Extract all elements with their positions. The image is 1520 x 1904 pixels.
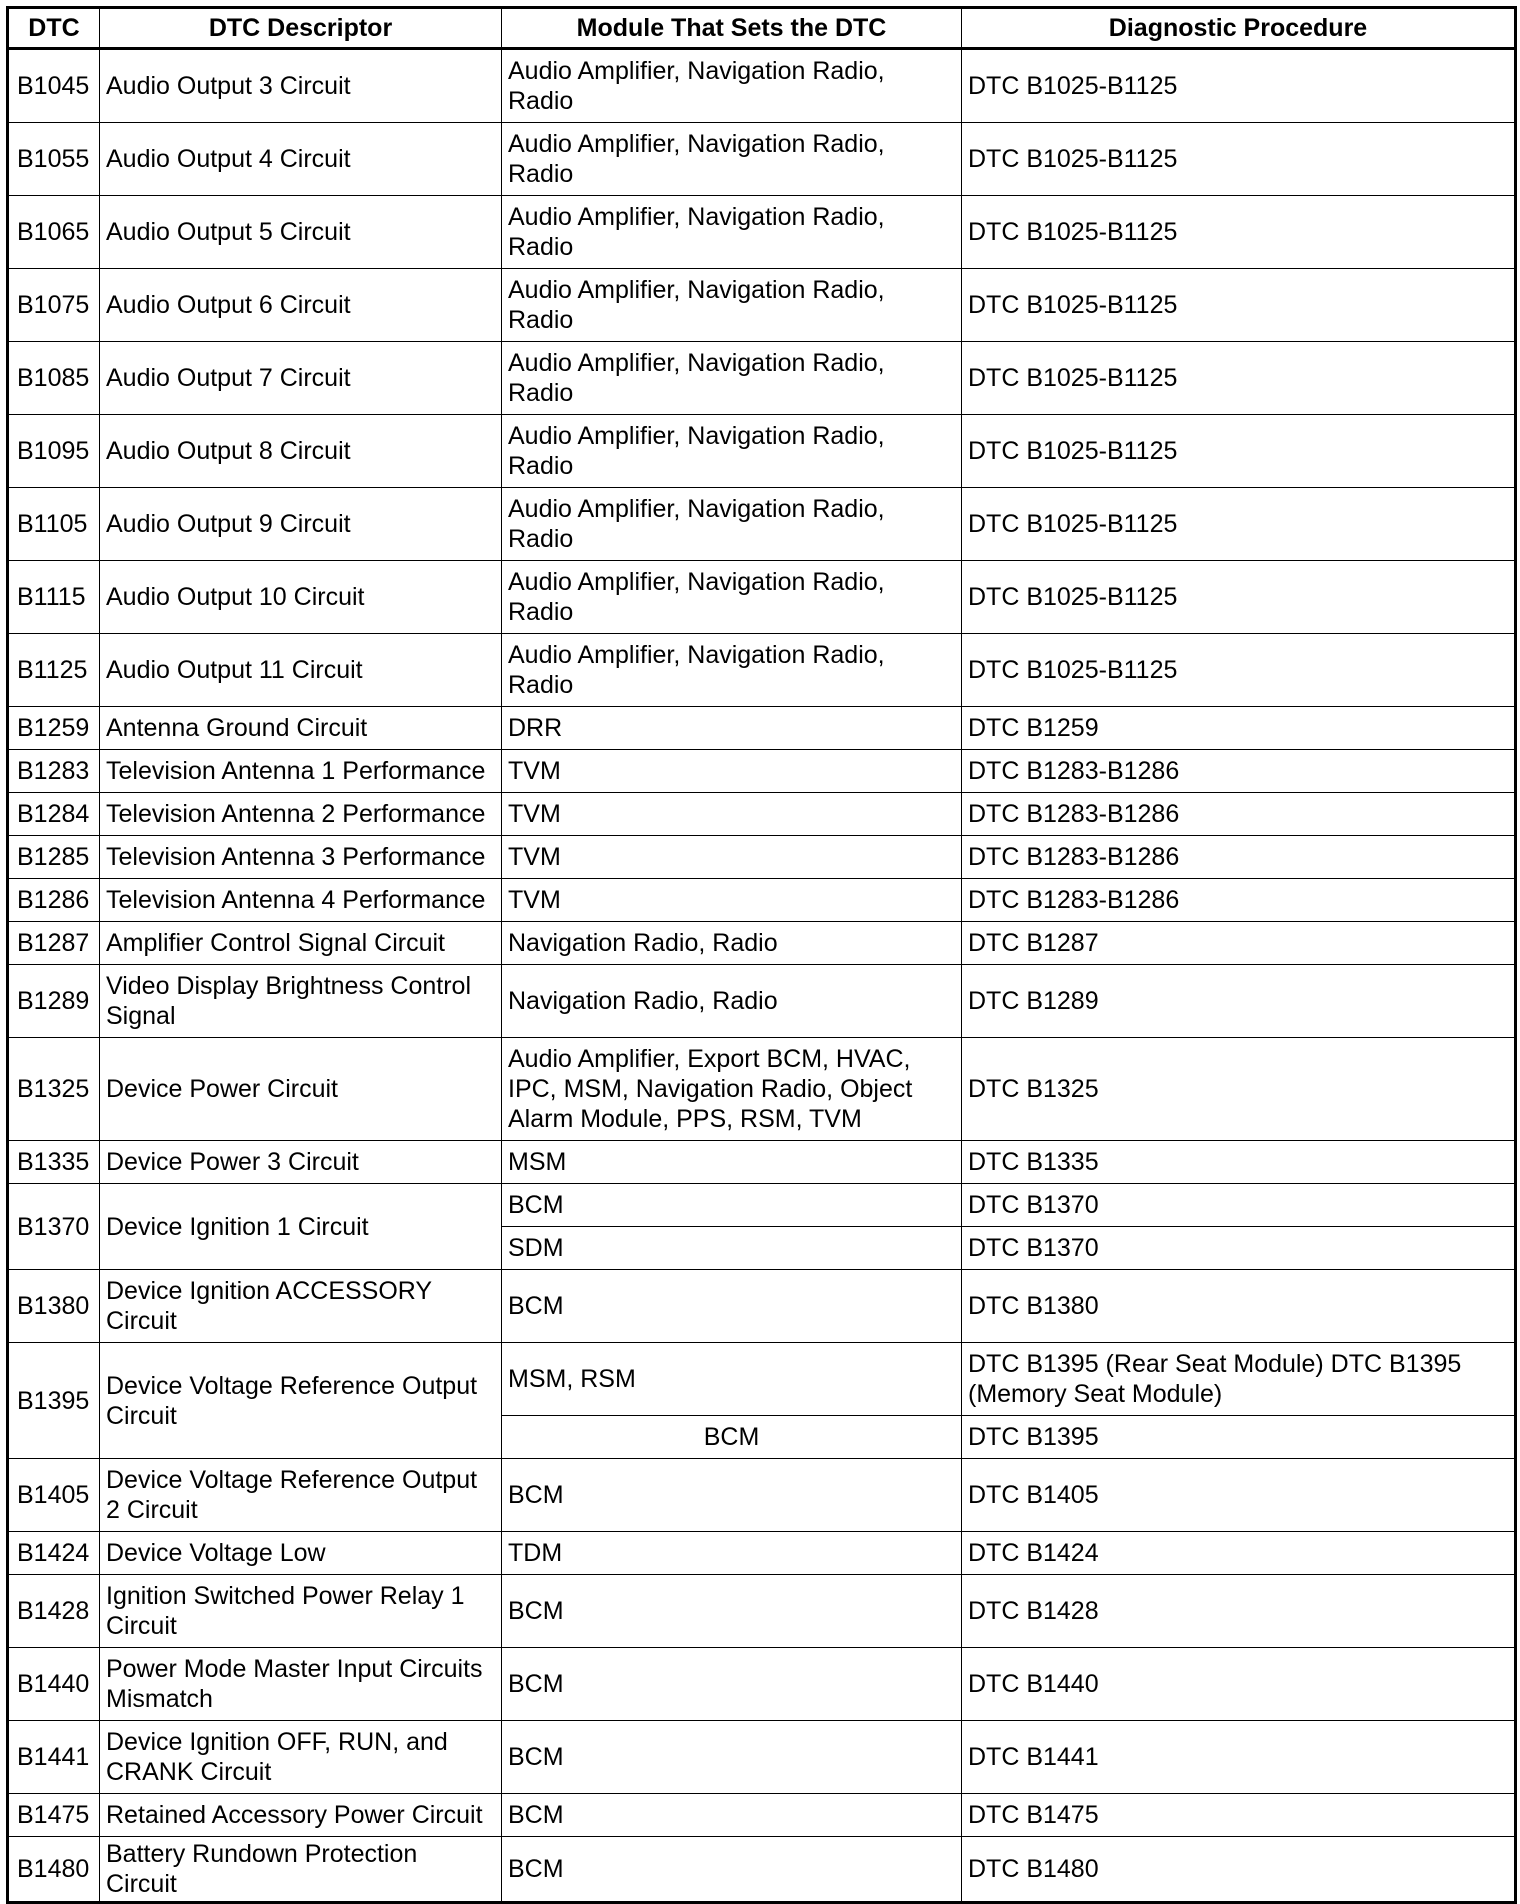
procedure-cell: DTC B1370 xyxy=(962,1184,1516,1227)
table-row xyxy=(8,879,1516,922)
dtc-code-cell: B1105 xyxy=(8,488,100,561)
dtc-descriptor-cell: Device Ignition OFF, RUN, and CRANK Circuit xyxy=(100,1721,502,1794)
dtc-table xyxy=(6,6,1517,1904)
header-descriptor: DTC Descriptor xyxy=(100,8,502,49)
dtc-descriptor-cell: Power Mode Master Input Circuits Mismatch xyxy=(100,1648,502,1721)
dtc-descriptor-cell: Audio Output 5 Circuit xyxy=(100,196,502,269)
dtc-descriptor-cell: Device Ignition 1 Circuit xyxy=(100,1184,502,1270)
table-row xyxy=(8,415,1516,488)
table-row xyxy=(8,1459,1516,1532)
dtc-code-cell: B1428 xyxy=(8,1575,100,1648)
dtc-code-cell: B1085 xyxy=(8,342,100,415)
dtc-code-cell: B1259 xyxy=(8,707,100,750)
procedure-cell: DTC B1025-B1125 xyxy=(962,342,1516,415)
dtc-code-cell: B1115 xyxy=(8,561,100,634)
procedure-cell: DTC B1025-B1125 xyxy=(962,415,1516,488)
module-cell: Navigation Radio, Radio xyxy=(502,922,962,965)
dtc-code-cell: B1285 xyxy=(8,836,100,879)
module-cell: TVM xyxy=(502,836,962,879)
dtc-descriptor-cell: Audio Output 3 Circuit xyxy=(100,49,502,123)
procedure-cell: DTC B1259 xyxy=(962,707,1516,750)
table-row xyxy=(8,1837,1516,1903)
module-cell: BCM xyxy=(502,1575,962,1648)
dtc-code-cell: B1335 xyxy=(8,1141,100,1184)
dtc-code-cell: B1283 xyxy=(8,750,100,793)
procedure-cell: DTC B1287 xyxy=(962,922,1516,965)
dtc-descriptor-cell: Ignition Switched Power Relay 1 Circuit xyxy=(100,1575,502,1648)
module-cell: Audio Amplifier, Navigation Radio, Radio xyxy=(502,342,962,415)
table-row xyxy=(8,965,1516,1038)
dtc-descriptor-cell: Amplifier Control Signal Circuit xyxy=(100,922,502,965)
table-row xyxy=(8,1270,1516,1343)
dtc-code-cell: B1441 xyxy=(8,1721,100,1794)
procedure-cell: DTC B1395 xyxy=(962,1416,1516,1459)
dtc-descriptor-cell: Audio Output 9 Circuit xyxy=(100,488,502,561)
procedure-cell: DTC B1283-B1286 xyxy=(962,836,1516,879)
module-cell: TVM xyxy=(502,793,962,836)
module-cell: Audio Amplifier, Navigation Radio, Radio xyxy=(502,488,962,561)
procedure-cell: DTC B1475 xyxy=(962,1794,1516,1837)
table-row xyxy=(8,1038,1516,1141)
table-row xyxy=(8,793,1516,836)
dtc-descriptor-cell: Antenna Ground Circuit xyxy=(100,707,502,750)
dtc-code-cell: B1424 xyxy=(8,1532,100,1575)
dtc-descriptor-cell: Device Voltage Reference Output Circuit xyxy=(100,1343,502,1459)
module-cell: MSM, RSM xyxy=(502,1343,962,1416)
dtc-descriptor-cell: Device Voltage Low xyxy=(100,1532,502,1575)
table-header-row xyxy=(8,8,1516,49)
table-row xyxy=(8,196,1516,269)
header-procedure: Diagnostic Procedure xyxy=(962,8,1516,49)
dtc-code-cell: B1065 xyxy=(8,196,100,269)
dtc-descriptor-cell: Audio Output 7 Circuit xyxy=(100,342,502,415)
procedure-cell: DTC B1428 xyxy=(962,1575,1516,1648)
module-cell: TVM xyxy=(502,750,962,793)
dtc-descriptor-cell: Battery Rundown Protection Circuit xyxy=(100,1837,502,1903)
module-cell: SDM xyxy=(502,1227,962,1270)
dtc-code-cell: B1095 xyxy=(8,415,100,488)
procedure-cell: DTC B1335 xyxy=(962,1141,1516,1184)
dtc-code-cell: B1289 xyxy=(8,965,100,1038)
table-row xyxy=(8,922,1516,965)
dtc-descriptor-cell: Television Antenna 1 Performance xyxy=(100,750,502,793)
procedure-cell: DTC B1395 (Rear Seat Module) DTC B1395 (Memory Seat Module) xyxy=(962,1343,1516,1416)
procedure-cell: DTC B1025-B1125 xyxy=(962,634,1516,707)
procedure-cell: DTC B1025-B1125 xyxy=(962,488,1516,561)
procedure-cell: DTC B1325 xyxy=(962,1038,1516,1141)
dtc-code-cell: B1055 xyxy=(8,123,100,196)
procedure-cell: DTC B1480 xyxy=(962,1837,1516,1903)
procedure-cell: DTC B1283-B1286 xyxy=(962,793,1516,836)
dtc-descriptor-cell: Audio Output 8 Circuit xyxy=(100,415,502,488)
table-row xyxy=(8,123,1516,196)
procedure-cell: DTC B1025-B1125 xyxy=(962,196,1516,269)
dtc-code-cell: B1075 xyxy=(8,269,100,342)
procedure-cell: DTC B1025-B1125 xyxy=(962,123,1516,196)
procedure-cell: DTC B1289 xyxy=(962,965,1516,1038)
table-row xyxy=(8,707,1516,750)
module-cell: BCM xyxy=(502,1270,962,1343)
module-cell: Audio Amplifier, Navigation Radio, Radio xyxy=(502,415,962,488)
module-cell: Audio Amplifier, Export BCM, HVAC, IPC, MSM, Navigation Radio, Object Alarm Module, PPS, RSM, TVM xyxy=(502,1038,962,1141)
dtc-code-cell: B1286 xyxy=(8,879,100,922)
module-cell: Navigation Radio, Radio xyxy=(502,965,962,1038)
module-cell: Audio Amplifier, Navigation Radio, Radio xyxy=(502,49,962,123)
header-module: Module That Sets the DTC xyxy=(502,8,962,49)
dtc-code-cell: B1395 xyxy=(8,1343,100,1459)
procedure-cell: DTC B1370 xyxy=(962,1227,1516,1270)
module-cell: BCM xyxy=(502,1721,962,1794)
dtc-descriptor-cell: Video Display Brightness Control Signal xyxy=(100,965,502,1038)
dtc-descriptor-cell: Device Ignition ACCESSORY Circuit xyxy=(100,1270,502,1343)
procedure-cell: DTC B1025-B1125 xyxy=(962,49,1516,123)
table-row xyxy=(8,49,1516,123)
dtc-code-cell: B1475 xyxy=(8,1794,100,1837)
dtc-descriptor-cell: Device Power 3 Circuit xyxy=(100,1141,502,1184)
table-row xyxy=(8,1532,1516,1575)
dtc-descriptor-cell: Television Antenna 4 Performance xyxy=(100,879,502,922)
table-row xyxy=(8,1184,1516,1227)
procedure-cell: DTC B1380 xyxy=(962,1270,1516,1343)
table-row xyxy=(8,1794,1516,1837)
procedure-cell: DTC B1405 xyxy=(962,1459,1516,1532)
table-row xyxy=(8,1721,1516,1794)
module-cell: Audio Amplifier, Navigation Radio, Radio xyxy=(502,196,962,269)
table-row xyxy=(8,750,1516,793)
procedure-cell: DTC B1025-B1125 xyxy=(962,269,1516,342)
table-row xyxy=(8,488,1516,561)
module-cell: MSM xyxy=(502,1141,962,1184)
dtc-descriptor-cell: Audio Output 10 Circuit xyxy=(100,561,502,634)
dtc-code-cell: B1125 xyxy=(8,634,100,707)
dtc-code-cell: B1370 xyxy=(8,1184,100,1270)
dtc-code-cell: B1405 xyxy=(8,1459,100,1532)
header-dtc: DTC xyxy=(8,8,100,49)
module-cell: Audio Amplifier, Navigation Radio, Radio xyxy=(502,561,962,634)
module-cell: Audio Amplifier, Navigation Radio, Radio xyxy=(502,634,962,707)
module-cell: TDM xyxy=(502,1532,962,1575)
module-cell: DRR xyxy=(502,707,962,750)
module-cell: BCM xyxy=(502,1648,962,1721)
table-row xyxy=(8,269,1516,342)
module-cell: BCM xyxy=(502,1416,962,1459)
table-row xyxy=(8,836,1516,879)
table-row xyxy=(8,1648,1516,1721)
table-row xyxy=(8,1141,1516,1184)
table-row xyxy=(8,342,1516,415)
dtc-descriptor-cell: Audio Output 4 Circuit xyxy=(100,123,502,196)
procedure-cell: DTC B1025-B1125 xyxy=(962,561,1516,634)
dtc-code-cell: B1287 xyxy=(8,922,100,965)
dtc-descriptor-cell: Audio Output 11 Circuit xyxy=(100,634,502,707)
procedure-cell: DTC B1283-B1286 xyxy=(962,750,1516,793)
table-row xyxy=(8,1343,1516,1416)
table-row xyxy=(8,634,1516,707)
dtc-descriptor-cell: Audio Output 6 Circuit xyxy=(100,269,502,342)
dtc-descriptor-cell: Television Antenna 2 Performance xyxy=(100,793,502,836)
dtc-descriptor-cell: Device Voltage Reference Output 2 Circuit xyxy=(100,1459,502,1532)
dtc-code-cell: B1325 xyxy=(8,1038,100,1141)
table-row xyxy=(8,1575,1516,1648)
module-cell: BCM xyxy=(502,1459,962,1532)
dtc-code-cell: B1045 xyxy=(8,49,100,123)
dtc-code-cell: B1440 xyxy=(8,1648,100,1721)
dtc-descriptor-cell: Device Power Circuit xyxy=(100,1038,502,1141)
module-cell: BCM xyxy=(502,1794,962,1837)
procedure-cell: DTC B1424 xyxy=(962,1532,1516,1575)
module-cell: BCM xyxy=(502,1837,962,1903)
table-row xyxy=(8,561,1516,634)
module-cell: TVM xyxy=(502,879,962,922)
dtc-code-cell: B1284 xyxy=(8,793,100,836)
module-cell: Audio Amplifier, Navigation Radio, Radio xyxy=(502,269,962,342)
dtc-code-cell: B1380 xyxy=(8,1270,100,1343)
dtc-descriptor-cell: Television Antenna 3 Performance xyxy=(100,836,502,879)
procedure-cell: DTC B1441 xyxy=(962,1721,1516,1794)
table-body xyxy=(8,49,1516,1903)
procedure-cell: DTC B1440 xyxy=(962,1648,1516,1721)
dtc-descriptor-cell: Retained Accessory Power Circuit xyxy=(100,1794,502,1837)
module-cell: Audio Amplifier, Navigation Radio, Radio xyxy=(502,123,962,196)
module-cell: BCM xyxy=(502,1184,962,1227)
dtc-code-cell: B1480 xyxy=(8,1837,100,1903)
procedure-cell: DTC B1283-B1286 xyxy=(962,879,1516,922)
